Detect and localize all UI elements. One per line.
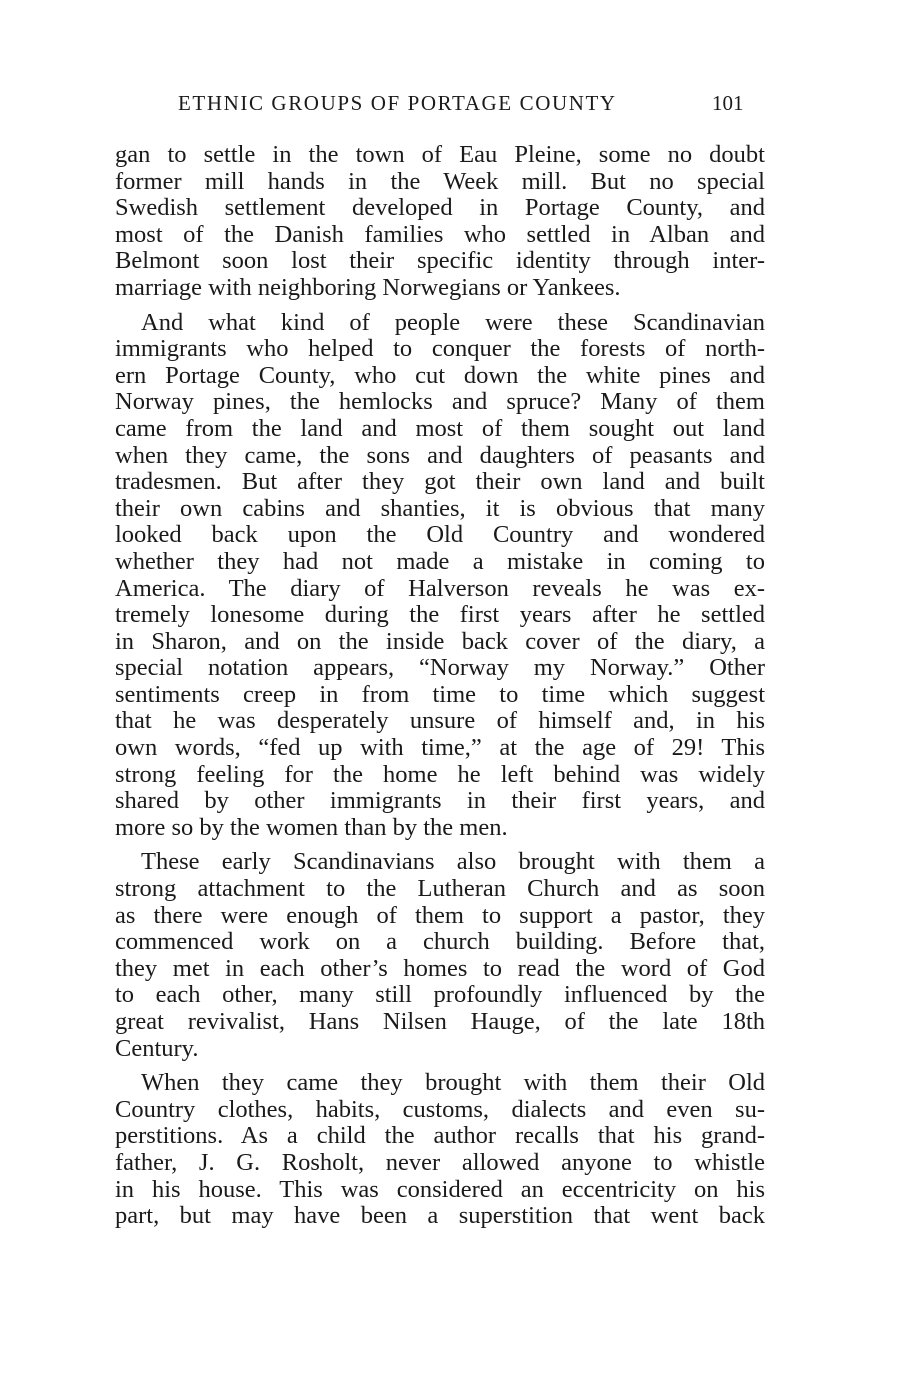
text-line: in Sharon, and on the inside back cover of the diary, a <box>115 627 765 655</box>
text-line: When they came they brought with them their Old <box>141 1069 765 1097</box>
text-line: sentiments creep in from time to time which suggest <box>115 680 765 708</box>
text-line: Country clothes, habits, customs, dialects and even su- <box>115 1095 765 1123</box>
text-line: great revivalist, Hans Nilsen Hauge, of the late 18th <box>115 1008 765 1035</box>
text-line: that he was desperately unsure of himself and, in his <box>115 707 765 735</box>
text-line: ern Portage County, who cut down the white pines and <box>115 361 765 389</box>
body-text <box>115 142 765 1230</box>
text-line: father, J. G. Rosholt, never allowed anyone to whistle <box>115 1148 765 1176</box>
text-line: shared by other immigrants in their first years, and <box>115 787 765 815</box>
text-line: own words, “fed up with time,” at the age of 29! This <box>115 734 765 762</box>
paragraph-4 <box>115 1070 765 1230</box>
text-line: Belmont soon lost their specific identity through inter- <box>115 247 765 275</box>
text-line: most of the Danish families who settled in Alban and <box>115 220 765 248</box>
text-line: tremely lonesome during the first years after he settled <box>115 601 765 629</box>
text-line: they met in each other’s homes to read the word of God <box>115 954 765 982</box>
text-line: perstitions. As a child the author recalls that his grand- <box>115 1122 765 1150</box>
paragraph-3 <box>115 849 765 1062</box>
running-head: ETHNIC GROUPS OF PORTAGE COUNTY <box>178 91 617 115</box>
text-line: strong attachment to the Lutheran Church and as soon <box>115 875 765 903</box>
text-line: These early Scandinavians also brought with them a <box>141 848 765 876</box>
text-line: Norway pines, the hemlocks and spruce? Many of them <box>115 388 765 416</box>
text-line: when they came, the sons and daughters of peasants and <box>115 441 765 469</box>
text-line: tradesmen. But after they got their own land and built <box>115 468 765 496</box>
paragraph-1 <box>115 142 765 302</box>
text-line: strong feeling for the home he left behind was widely <box>115 760 765 788</box>
text-line: their own cabins and shanties, it is obvious that many <box>115 494 765 522</box>
paragraph-2 <box>115 310 765 842</box>
text-line: to each other, many still profoundly influenced by the <box>115 981 765 1009</box>
text-line: marriage with neighboring Norwegians or Yankees. <box>115 273 621 301</box>
text-line: And what kind of people were these Scandinavian <box>141 308 765 336</box>
text-line: as there were enough of them to support a pastor, they <box>115 901 765 929</box>
page-number: 101 <box>712 91 744 115</box>
text-line: came from the land and most of them sought out land <box>115 414 765 442</box>
text-line: special notation appears, “Norway my Norway.” Other <box>115 654 765 682</box>
text-line: Swedish settlement developed in Portage County, and <box>115 194 765 222</box>
text-line: commenced work on a church building. Before that, <box>115 928 765 956</box>
text-line: gan to settle in the town of Eau Pleine, some no doubt <box>115 141 765 168</box>
text-line: immigrants who helped to conquer the forests of north- <box>115 335 765 363</box>
text-line: looked back upon the Old Country and wondered <box>115 521 765 549</box>
text-line: part, but may have been a superstition that went back <box>115 1202 765 1230</box>
text-line: whether they had not made a mistake in coming to <box>115 547 765 575</box>
text-line: more so by the women than by the men. <box>115 813 508 841</box>
text-line: Century. <box>115 1034 199 1062</box>
text-line: in his house. This was considered an eccentricity on his <box>115 1175 765 1203</box>
text-line: former mill hands in the Week mill. But no special <box>115 167 765 195</box>
text-line: America. The diary of Halverson reveals he was ex- <box>115 574 765 602</box>
